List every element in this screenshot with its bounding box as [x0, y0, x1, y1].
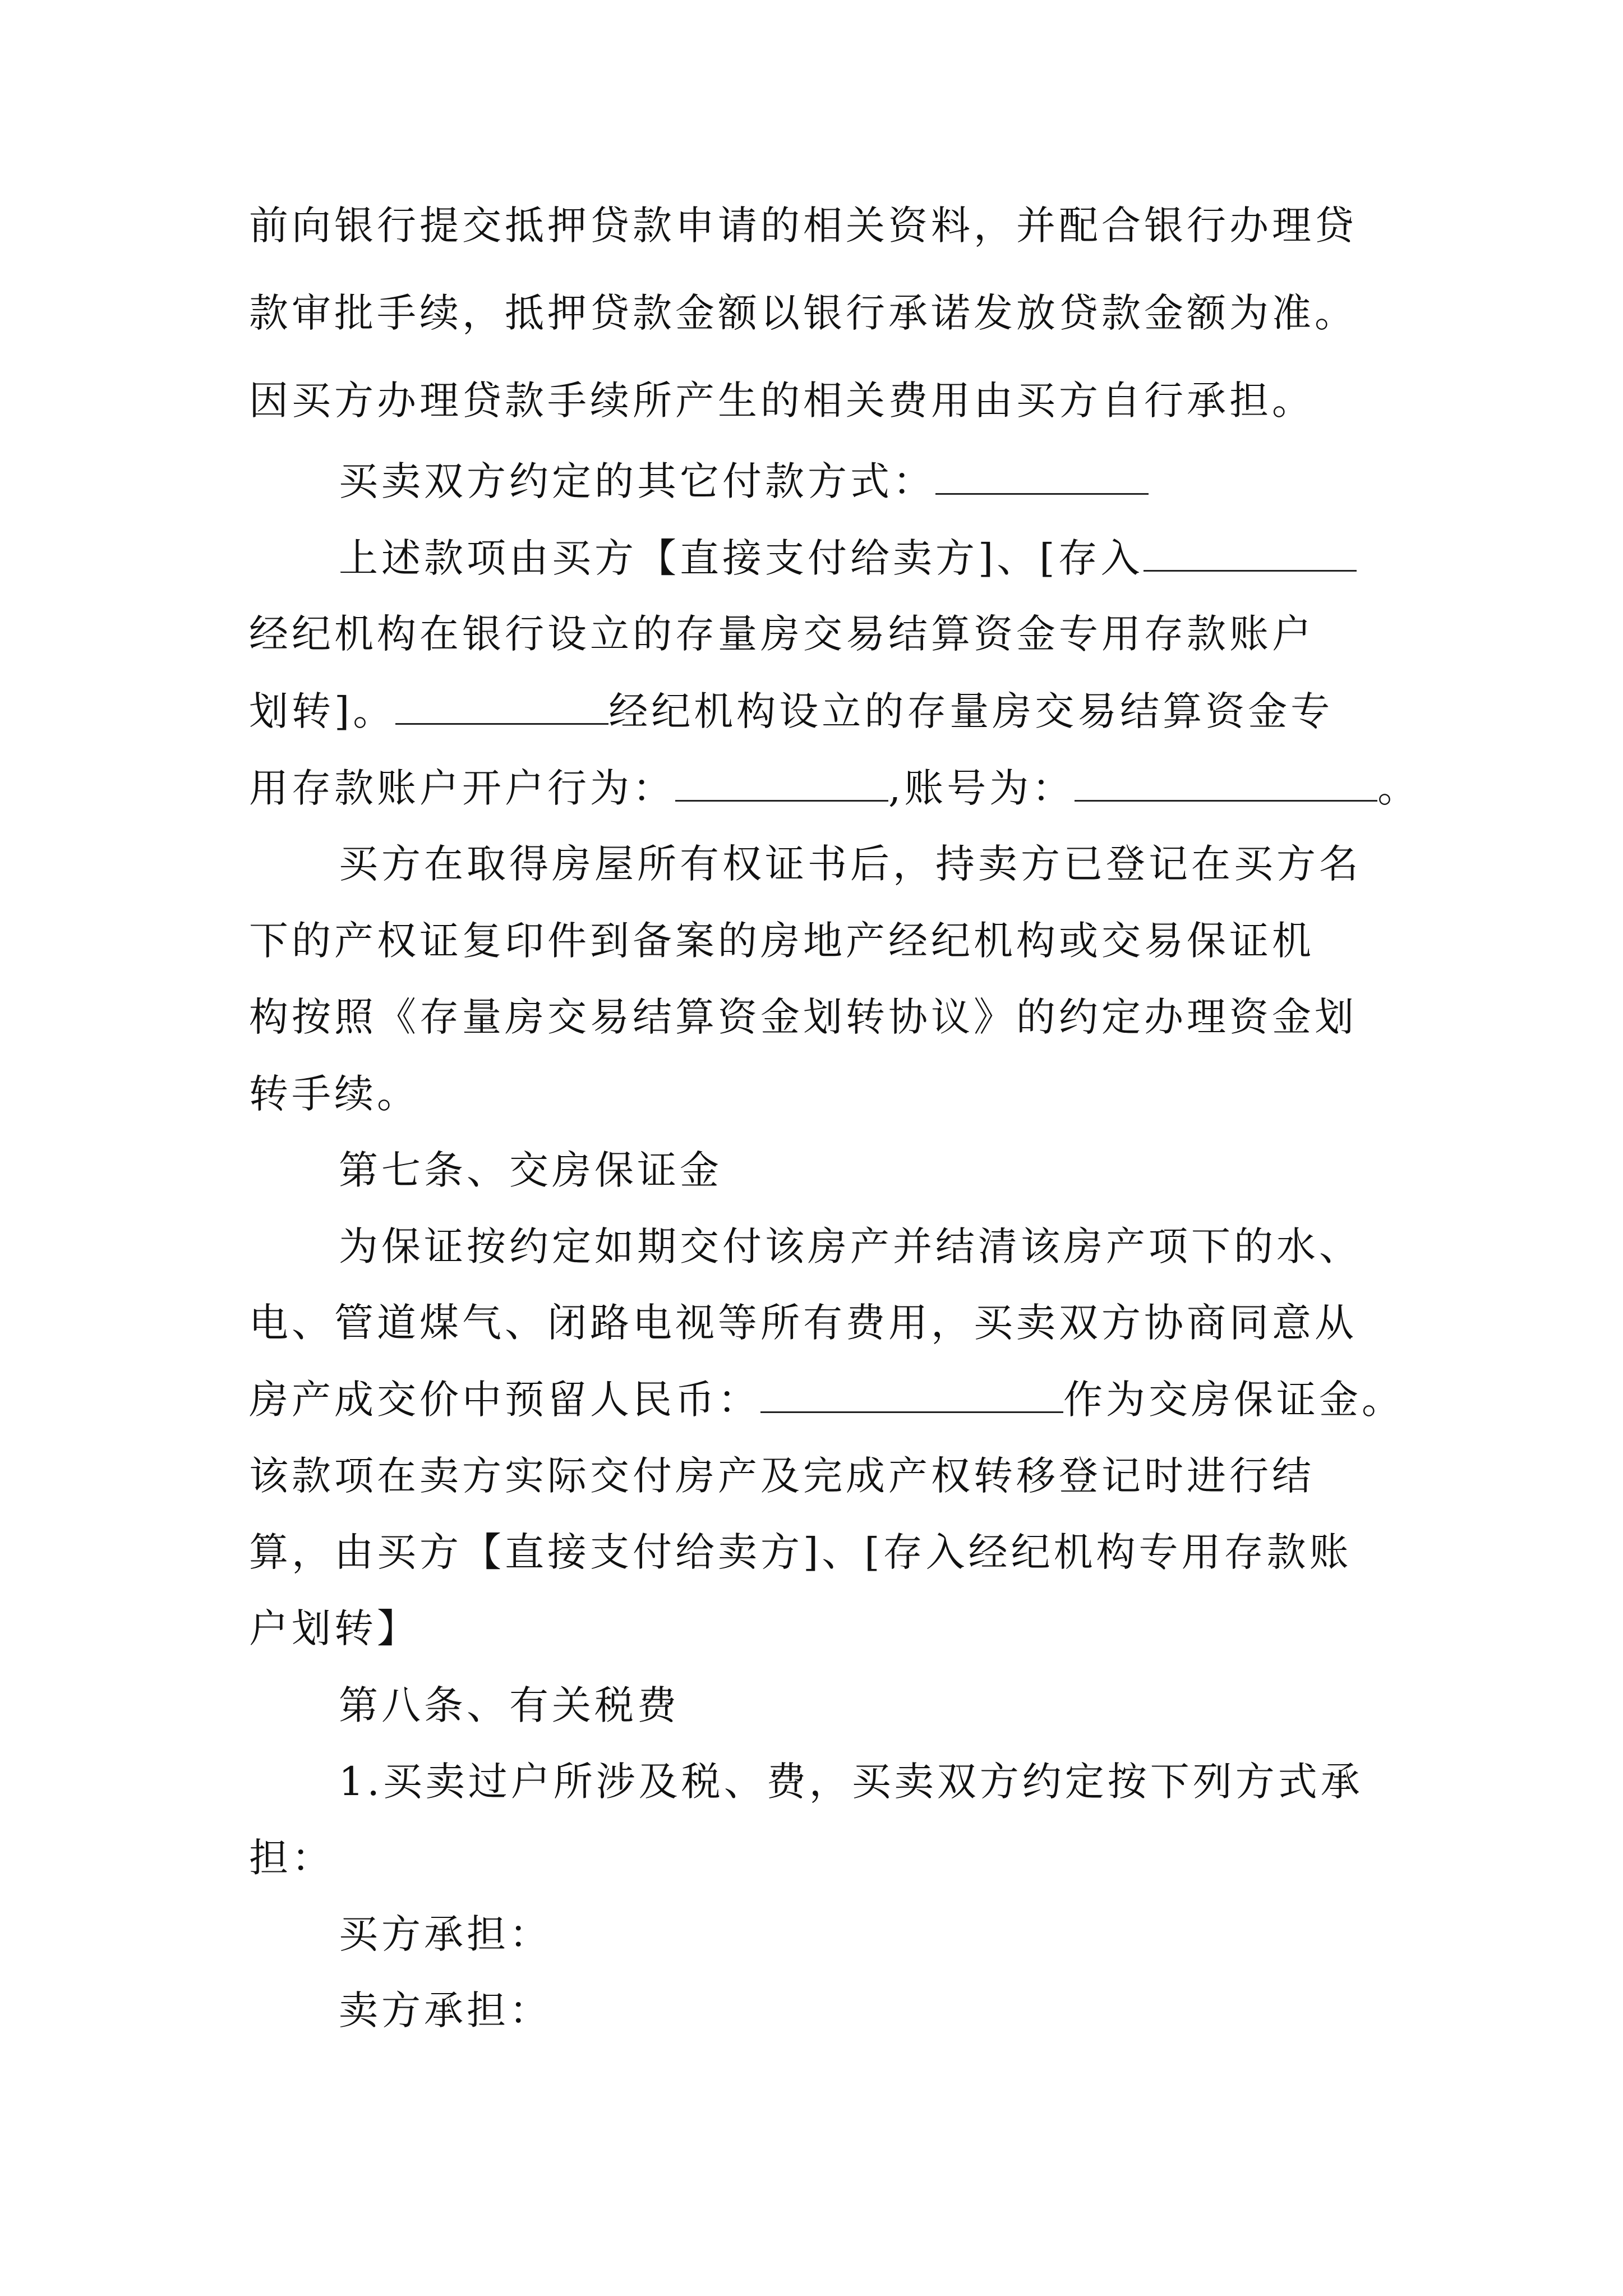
- text-line: 买方承担：: [339, 1911, 552, 1957]
- text-line: 用存款账户开户行为：: [249, 765, 675, 811]
- text-line: 构按照《存量房交易结算资金划转协议》的约定办理资金划: [249, 994, 1357, 1040]
- text-line: 算，由买方【直接支付给卖方]、[存入经纪机构专用存款账: [249, 1529, 1352, 1575]
- section-heading: [339, 1677, 1483, 1733]
- text-line: 前向银行提交抵押贷款申请的相关资料，并配合银行办理贷: [249, 203, 1357, 249]
- paragraph-line: [339, 530, 1483, 586]
- fill-in-blank[interactable]: [935, 461, 1149, 495]
- paragraph-line: [249, 913, 1393, 969]
- paragraph-line: [339, 1218, 1483, 1274]
- section-heading: [339, 1142, 1483, 1198]
- paragraph-line: [339, 1982, 1483, 2039]
- fill-in-blank[interactable]: [1144, 537, 1357, 572]
- heading-text: 第八条、有关税费: [339, 1682, 680, 1728]
- text-line: 经纪机构设立的存量房交易结算资金专: [608, 688, 1334, 734]
- paragraph-line: [339, 836, 1483, 892]
- text-line: 经纪机构在银行设立的存量房交易结算资金专用存款账户: [249, 611, 1315, 657]
- paragraph-line: [249, 683, 1393, 739]
- paragraph-line: [339, 1906, 1483, 1962]
- text-line: 下的产权证复印件到备案的房地产经纪机构或交易保证机: [249, 918, 1315, 964]
- paragraph-line: [249, 1295, 1393, 1351]
- paragraph-line: [249, 1600, 1393, 1657]
- fill-in-blank[interactable]: [395, 691, 608, 725]
- paragraph-line: [249, 1372, 1404, 1428]
- paragraph-line: [249, 1524, 1393, 1580]
- paragraph-line: [249, 1066, 1393, 1122]
- deposit-amount-blank[interactable]: [760, 1379, 1063, 1413]
- paragraph-line: [339, 1754, 1483, 1810]
- paragraph-line: [249, 372, 1393, 429]
- text-line: 上述款项由买方【直接支付给卖方]、[存入: [339, 535, 1144, 581]
- paragraph-line: [249, 197, 1393, 254]
- text-line: 该款项在卖方实际交付房产及完成产权转移登记时进行结: [249, 1453, 1315, 1499]
- text-line: 作为交房保证金。: [1063, 1377, 1404, 1423]
- text-line: 款审批手续，抵押贷款金额以银行承诺发放贷款金额为准。: [249, 290, 1357, 336]
- bank-blank[interactable]: [675, 767, 888, 802]
- paragraph-line: [249, 606, 1393, 662]
- paragraph-line: [249, 1830, 1393, 1886]
- text-line: ,账号为：: [888, 765, 1075, 811]
- text-line: 因买方办理贷款手续所产生的相关费用由买方自行承担。: [249, 378, 1315, 424]
- paragraph-line: [249, 285, 1393, 341]
- text-line: 为保证按约定如期交付该房产并结清该房产项下的水、: [339, 1223, 1362, 1269]
- account-blank[interactable]: [1075, 767, 1377, 802]
- text-line: 卖方承担：: [339, 1987, 552, 2033]
- text-line: 。: [1377, 765, 1421, 811]
- text-line: 1.买卖过户所涉及税、费，买卖双方约定按下列方式承: [339, 1759, 1363, 1805]
- paragraph-line: [339, 453, 1483, 509]
- paragraph-line: [249, 1448, 1393, 1504]
- paragraph-line: [249, 989, 1393, 1045]
- text-line: 转手续。: [249, 1071, 419, 1117]
- heading-text: 第七条、交房保证金: [339, 1147, 722, 1193]
- text-line: 户划转】: [249, 1605, 419, 1651]
- text-line: 划转]。: [249, 688, 396, 734]
- text-line: 买方在取得房屋所有权证书后，持卖方已登记在买方名: [339, 841, 1362, 887]
- text-line: 担：: [249, 1835, 334, 1881]
- text-line: 买卖双方约定的其它付款方式：: [339, 458, 935, 504]
- text-line: 电、管道煤气、闭路电视等所有费用，买卖双方协商同意从: [249, 1300, 1357, 1346]
- text-line: 房产成交价中预留人民币：: [249, 1377, 760, 1423]
- paragraph-line: [249, 760, 1421, 816]
